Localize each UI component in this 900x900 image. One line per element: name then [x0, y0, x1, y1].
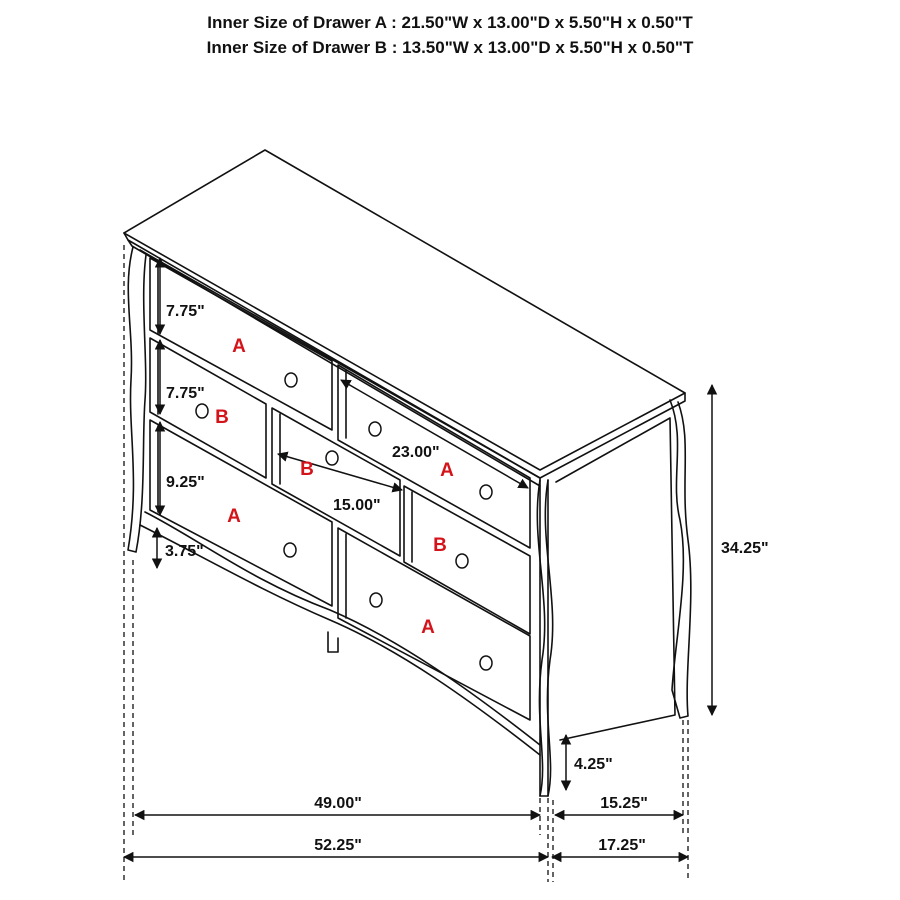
- left-leg: [128, 247, 146, 552]
- top-drawer-height-label: 7.75": [166, 303, 205, 320]
- knob: [480, 485, 492, 499]
- knob: [369, 422, 381, 436]
- drawer-label-middle-center: B: [300, 459, 314, 480]
- side-panel: [556, 418, 675, 740]
- drawer-b-inner-size: Inner Size of Drawer B : 13.50"W x 13.00"D x 5.50"H x 0.50"T: [206, 38, 694, 57]
- knob: [196, 404, 208, 418]
- drawer-label-top-right: A: [440, 460, 454, 481]
- inner-width-label: 49.00": [314, 795, 362, 812]
- knob: [285, 373, 297, 387]
- knob: [370, 593, 382, 607]
- knob: [326, 451, 338, 465]
- drawer-label-top-left: A: [232, 336, 246, 357]
- right-front-leg: [537, 480, 544, 796]
- overall-width-label: 52.25": [314, 837, 362, 854]
- bottom-drawer-height-label: 9.25": [166, 474, 205, 491]
- dresser-top: [124, 150, 685, 470]
- knob: [480, 656, 492, 670]
- drawer-label-middle-right: B: [433, 535, 447, 556]
- small-drawer-width-label: 15.00": [333, 497, 381, 514]
- overall-depth-label: 17.25": [598, 837, 646, 854]
- inner-depth-label: 15.25": [600, 795, 648, 812]
- knob: [456, 554, 468, 568]
- knob: [284, 543, 296, 557]
- drawer-label-bottom-left: A: [227, 506, 241, 527]
- right-drawer-width-label: 23.00": [392, 444, 440, 461]
- leg-height-label: 4.25": [574, 756, 613, 773]
- apron-height-label: 3.75": [165, 543, 204, 560]
- drawer-label-bottom-right: A: [421, 617, 435, 638]
- drawer-a-inner-size: Inner Size of Drawer A : 21.50"W x 13.00"D x 5.50"H x 0.50"T: [207, 13, 693, 32]
- drawer-label-middle-left: B: [215, 407, 229, 428]
- second-drawer-height-label: 7.75": [166, 385, 205, 402]
- total-height-label: 34.25": [721, 540, 769, 557]
